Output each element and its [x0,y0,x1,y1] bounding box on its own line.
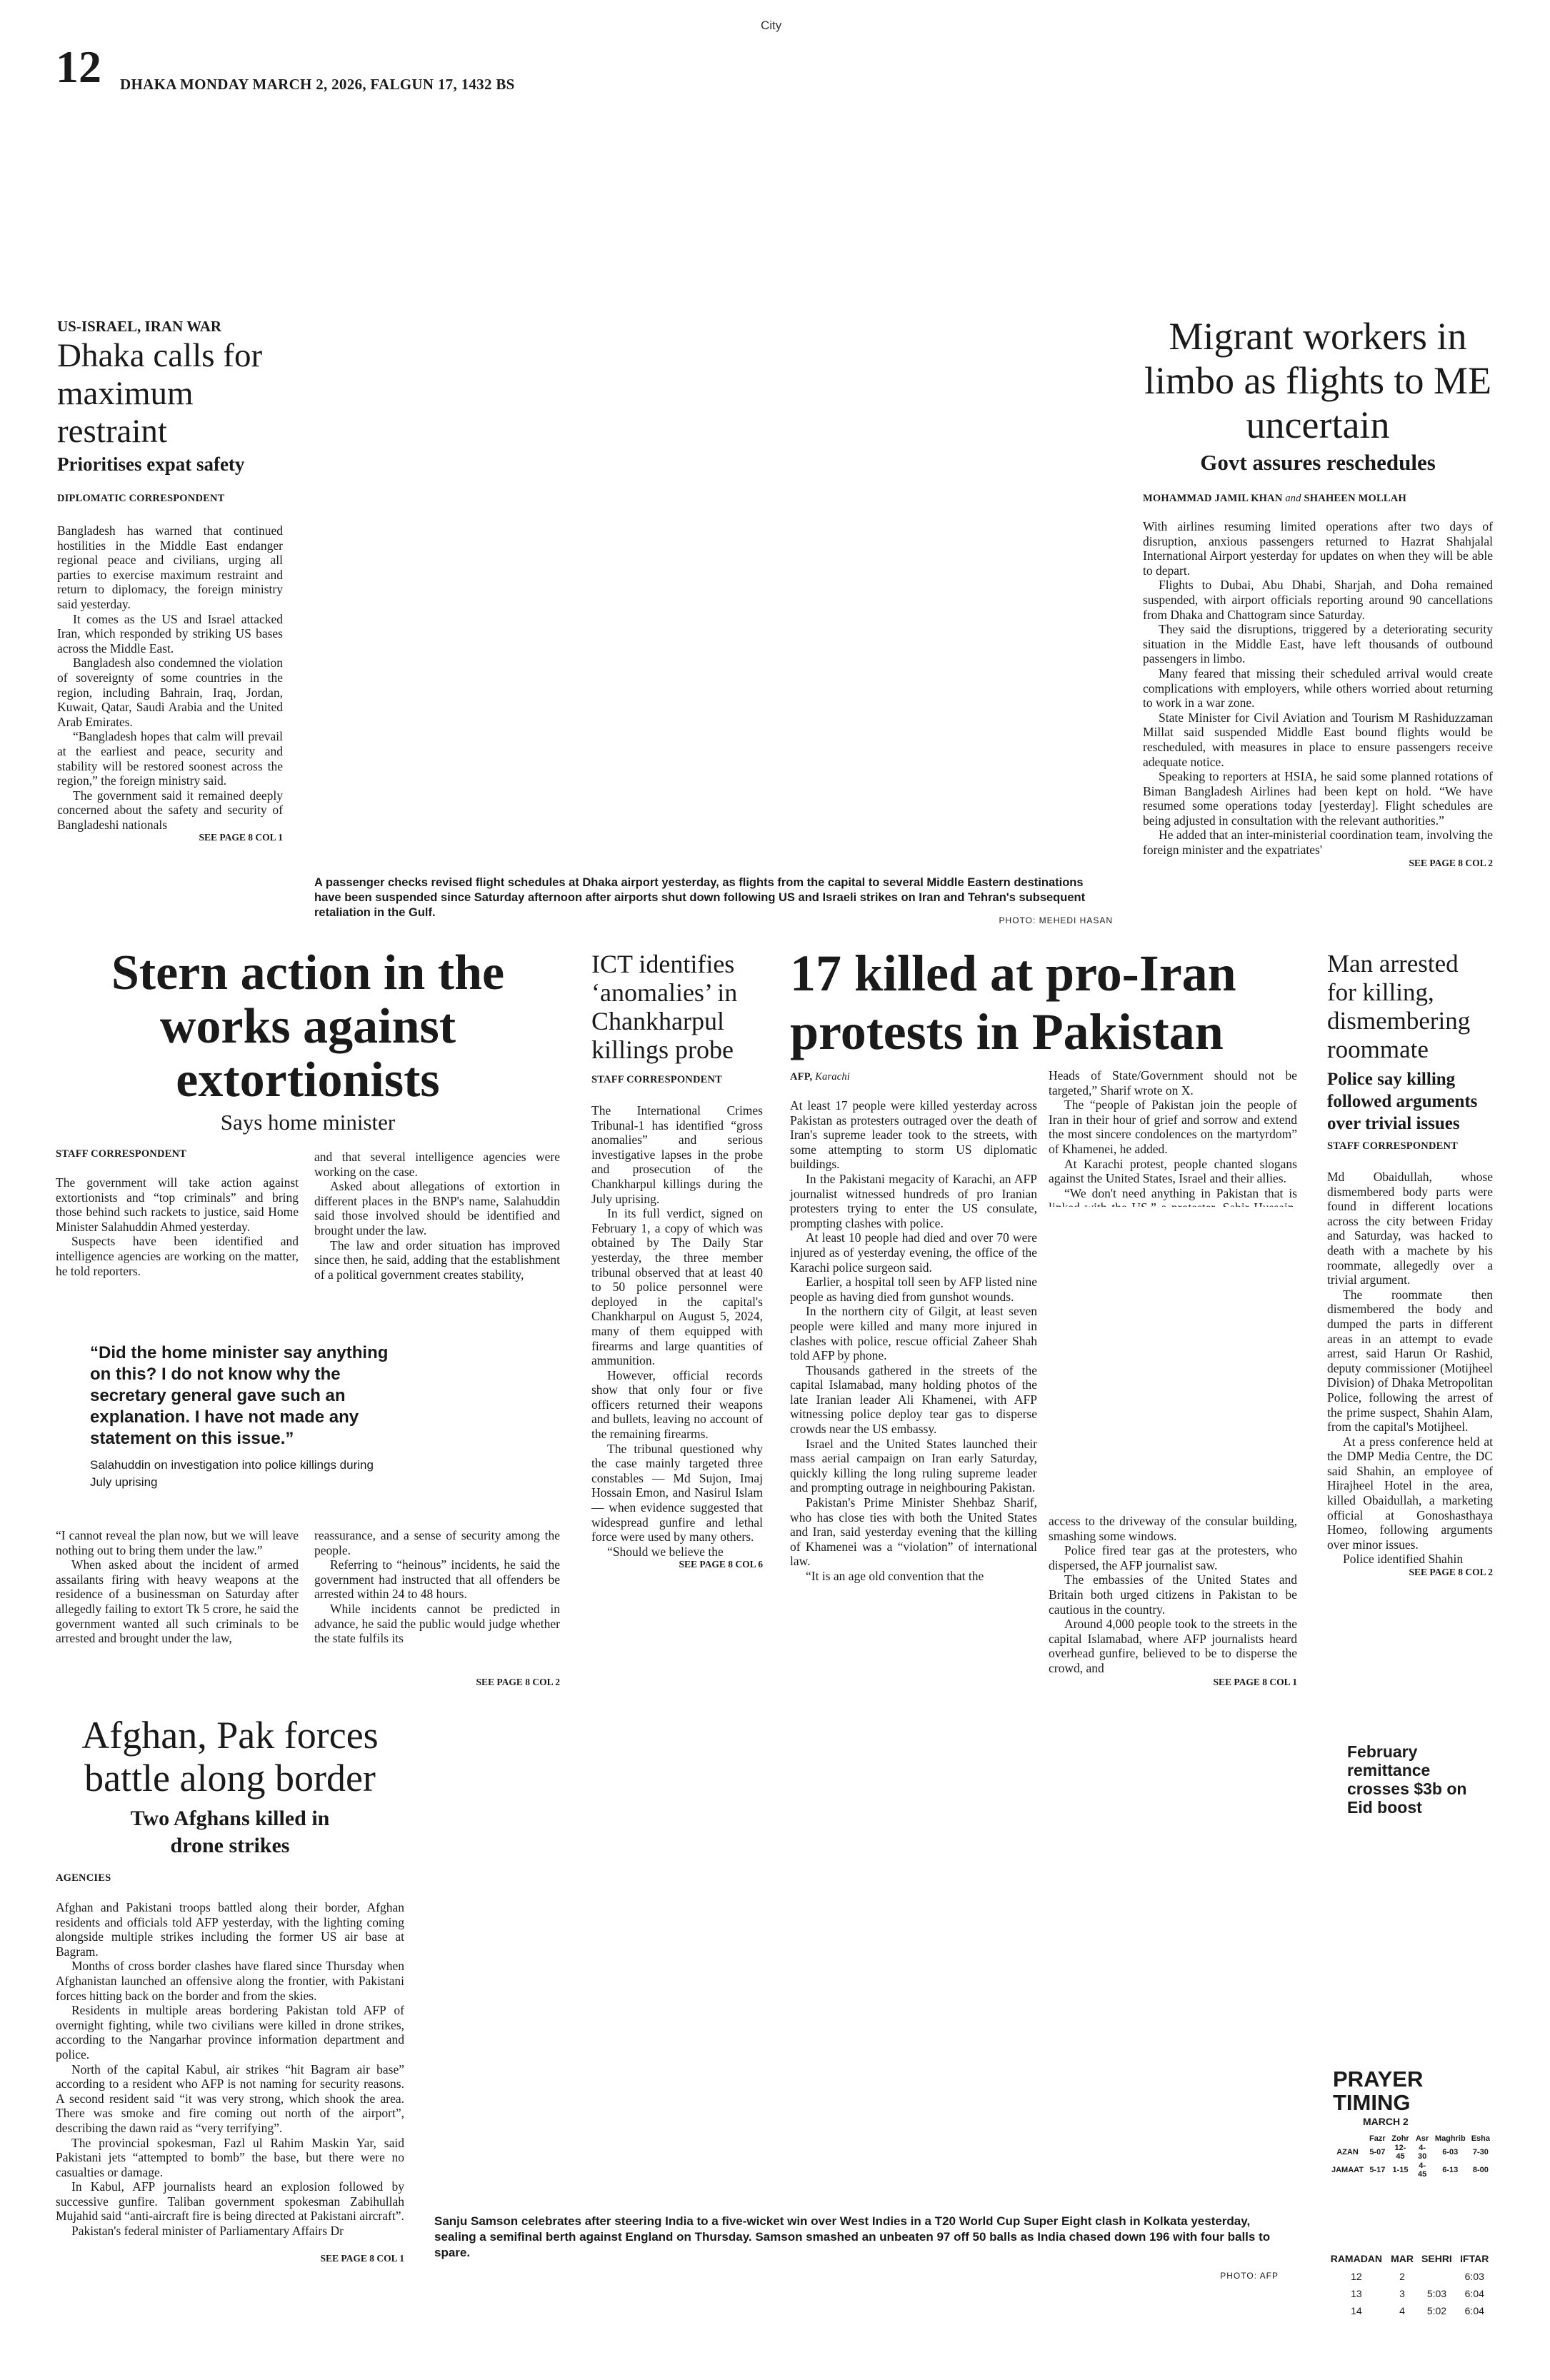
column-header: Fazr [1369,2134,1386,2143]
paragraph: The provincial spokesman, Fazl ul Rahim Maskin Yar, said Pakistani jets “attempted to bomb” the base, but there were no casualties or damage. [56,2135,404,2179]
paragraph: The embassies of the United States and Britain both urged citizens in Pakistan to be cautious in the country. [1049,1572,1297,1617]
see-page-link[interactable]: SEE PAGE 8 COL 2 [1409,1567,1493,1578]
byline: DIPLOMATIC CORRESPONDENT [57,493,225,504]
paragraph: Pakistan's federal minister of Parliamentary Affairs Dr [71,2224,344,2239]
paragraph: State Minister for Civil Aviation and Tourism M Rashiduzzaman Millat said suspended Middle East bound flights would be rescheduled, with measures in place to ensure passengers receive adequate notice. [1143,710,1493,769]
table-cell: 2 [1399,2271,1405,2282]
paragraph: Pakistan's Prime Minister Shehbaz Sharif, who has close ties with both the United States and Iran, said yesterday evening that the killing of Khamenei was a “violation” of international law. [790,1495,1037,1569]
table-cell: 5:03 [1426,2288,1447,2299]
prayer-title-line: PRAYER [1333,2067,1424,2092]
paragraph: “Bangladesh hopes that calm will prevail at the earliest and peace, security and stability will be restored soonest across the region,” the foreign ministry said. [57,729,283,788]
paragraph: In the Pakistani megacity of Karachi, an AFP journalist witnessed hundreds of pro Iranian protesters trying to enter the US consulate, prompting clashes with police. [790,1171,1037,1230]
paragraph: Suspects have been identified and intelligence agencies are working on the matter, he told reporters. [56,1234,299,1278]
paragraph: Police identified Shahin [1343,1552,1464,1567]
byline: STAFF CORRESPONDENT [56,1148,187,1160]
table-row [1326,2302,1493,2319]
paragraph: Police fired tear gas at the protesters, who dispersed, the AFP journalist saw. [1049,1543,1297,1572]
article-body [591,1103,763,1559]
paragraph: In Kabul, AFP journalists heard an explosion followed by successive gunfire. Taliban government spokesman Zabihullah Mujahid said “anti-aircraft fire is being directed at Pakistani aircraft”. [56,2179,404,2224]
article-body-col2-bottom [314,1528,560,1646]
column-header: MAR [1391,2253,1414,2264]
paragraph: Many feared that missing their scheduled arrival would create complications with employers, while others worried about returning to work in a war zone. [1143,666,1493,711]
table-cell: 6:04 [1464,2288,1484,2299]
table-cell: 6-13 [1442,2166,1459,2174]
see-page-link[interactable]: SEE PAGE 8 COL 1 [199,832,283,843]
table-row [1329,2161,1493,2179]
paragraph: At Karachi protest, people chanted slogans against the United States, Israel and their allies. [1049,1156,1297,1186]
paragraph: and that several intelligence agencies were working on the case. [314,1150,560,1179]
story-extortion [56,946,560,1135]
table-cell: 14 [1351,2305,1362,2316]
column-header: Esha [1471,2134,1490,2143]
subhead: Prioritises expat safety [57,453,245,475]
byline-author: SHAHEEN MOLLAH [1304,493,1406,504]
remittance-teaser[interactable]: February remittance crosses $3b on Eid boost [1347,1742,1467,1817]
paragraph: At a press conference held at the DMP Media Centre, the DC said Shahin, an employee of Hirajheel Hotel in the area, killed Obaidullah, a marketing official at Gonoshasthaya Homeo, following arguments over minor issues. [1327,1434,1493,1552]
table-cell: 7-30 [1472,2148,1489,2156]
paragraph: The roommate then dismembered the body and dumped the parts in different areas in an attempt to evade arrest, said Harun Or Rashid, deputy commissioner (Motijheel Division) of Dhaka Metropolitan Police, following the arrest of the prime suspect, Shahin Alam, from the capital's Motijheel. [1327,1287,1493,1435]
story-migrant-workers [1143,314,1493,869]
headline: Man arrested for killing, dismembering roommate [1327,950,1471,1063]
airport-photo [314,314,1113,871]
page-number: 12 [56,41,101,92]
prayer-table [1329,2134,1493,2179]
table-header-row [1329,2134,1493,2143]
byline-place: Karachi [815,1071,851,1083]
table-cell: 6:03 [1464,2271,1484,2282]
table-cell: 12-45 [1394,2144,1406,2161]
column-header: Zohr [1391,2134,1409,2143]
column-header: Asr [1415,2134,1429,2143]
pakistan-protest-photo [1049,1207,1297,1507]
table-cell: 8-00 [1472,2166,1489,2174]
table-cell: 13 [1351,2288,1362,2299]
table-header-row [1326,2249,1493,2268]
paragraph: In the northern city of Gilgit, at least seven people were killed and many more injured in clashes with police, rescue official Zaheer Shah told AFP by phone. [790,1304,1037,1363]
article-body-col1 [790,1098,1037,1584]
table-row [1329,2143,1493,2161]
column-header: IFTAR [1460,2253,1489,2264]
see-page-link[interactable]: SEE PAGE 8 COL 2 [476,1677,560,1687]
paragraph: Israel and the United States launched their mass aerial campaign on Iran early Saturday, quickly killing the long ruling supreme leader and prompting outrage in neighbouring Pakistan. [790,1436,1037,1495]
byline [790,1071,850,1083]
cricket-photo [434,1721,1299,2206]
paragraph: North of the capital Kabul, air strikes “hit Bagram air base” according to a resident who AFP is not naming for security reasons. A second resident said “it was very strong, which shook the area. There was smoke and fire coming out north of the airport”, describing the dawn raid as “very terrifying”. [56,2062,404,2135]
ramadan-table [1326,2249,1493,2319]
table-cell [1417,2268,1456,2285]
paragraph: However, official records show that only four or five officers returned their weapons and bullets, leaving no account of the remaining firearms. [591,1367,763,1442]
subhead: Two Afghans killed in drone strikes [130,1807,330,1857]
table-cell: 4-45 [1417,2161,1427,2179]
see-page-link[interactable]: SEE PAGE 8 COL 1 [320,2252,404,2264]
byline [1143,493,1493,505]
byline: STAFF CORRESPONDENT [1327,1140,1459,1152]
paragraph: “We don't need anything in Pakistan that is [1064,1185,1297,1200]
prayer-title-line: TIMING [1333,2090,1411,2115]
story-dhaka-restraint [57,318,286,843]
paragraph: At least 17 people were killed yesterday across Pakistan as protesters outraged over the death of Iran's supreme leader took to the streets, with some attempting to storm US diplomatic buildings. [790,1098,1037,1172]
table-cell: 3 [1399,2288,1405,2299]
table-cell: 5:02 [1426,2305,1447,2316]
paragraph: While incidents cannot be predicted in advance, he said the public would judge whether the state fulfils its [314,1601,560,1646]
table-cell: 4 [1399,2305,1405,2316]
story-pakistan [790,944,1297,1061]
table-cell: 1-15 [1392,2166,1409,2174]
prayer-timing-title [1333,2067,1493,2114]
article-body-col2-bottom [1049,1514,1297,1676]
paragraph: He added that an inter-ministerial coordination team, involving the foreign minister and the expatriates' [1143,828,1493,858]
headline: Dhaka calls for maximum restraint [57,337,263,450]
headline: 17 killed at pro-Iran protests in Pakistan [790,945,1236,1060]
paragraph: Afghan and Pakistani troops battled along their border, Afghan residents and officials told AFP yesterday, with the lighting coming alongside multiple strikes including the former US air base at Bagram. [56,1900,404,1959]
row-label: AZAN [1336,2148,1359,2156]
subhead: Police say killing followed arguments over trivial issues [1327,1070,1478,1133]
paragraph: Bangladesh has warned that continued hostilities in the Middle East endanger regional peace and civilians, urging all parties to exercise maximum restraint and return to diplomacy, the foreign ministry said yesterday. [57,523,283,611]
byline: STAFF CORRESPONDENT [591,1074,723,1085]
paragraph: access to the driveway of the consular building, smashing some windows. [1049,1514,1297,1543]
column-header: RAMADAN [1330,2253,1383,2264]
see-page-link[interactable]: SEE PAGE 8 COL 2 [1409,857,1493,868]
cricket-photo-caption: Sanju Samson celebrates after steering India to a five-wicket win over West Indies in a T20 World Cup Super Eight clash in Kolkata yesterday, sealing a semifinal berth against England on Thursday. Samson smashed an unbeaten 97 off 50 balls as India chased down 196 with four balls to spare. [434,2214,1271,2259]
byline-and: and [1285,493,1301,504]
table-row [1326,2268,1493,2285]
paragraph: The “people of Pakistan join the people of Iran in their hour of grief and sorrow and extend the most sincere condolences on the martyrdom” of Khamenei, he added. [1049,1098,1297,1156]
prayer-date: MARCH 2 [1363,2116,1409,2127]
airport-photo-credit: PHOTO: MEHEDI HASAN [999,915,1113,925]
paragraph: The government said it remained deeply concerned about the safety and security of Bangladeshi nationals [57,788,283,832]
table-row [1326,2285,1493,2302]
table-cell: 5-07 [1369,2148,1386,2156]
paragraph: When asked about the incident of armed assailants firing with heavy weapons at the residence of a businessman on Saturday after allegedly failing to extort Tk 5 crore, he said the government wanted all such criminals to be arrested and brought under the law, [56,1557,299,1646]
subhead: Govt assures reschedules [1200,450,1436,475]
paragraph: Months of cross border clashes have flared since Thursday when Afghanistan launched an offensive along the frontier, with Pakistani forces hitting back on the border and from the skies. [56,1959,404,2003]
article-body-col2 [314,1150,560,1282]
paragraph: Around 4,000 people took to the streets in the capital Islamabad, where AFP journalists heard overhead gunfire, believed to be to disperse the crowd, and [1049,1617,1297,1675]
airport-photo-caption: A passenger checks revised flight schedules at Dhaka airport yesterday, as flights from the capital to several Middle Eastern destinations have been suspended since Saturday afternoon after airports shut down following US and Israeli strikes on Iran and Tehran's subsequent retaliation in the Gulf. [314,876,1086,919]
paragraph: Residents in multiple areas bordering Pakistan told AFP of overnight fighting, while two civilians were killed in drone strikes, according to the Nangarhar province information department and police. [56,2003,404,2062]
column-header: Maghrib [1434,2134,1466,2143]
paragraph: “It is an age old convention that the [806,1569,984,1583]
paragraph: Md Obaidullah, whose dismembered body parts were found in different locations across the city between Friday and Saturday, was hacked to death with a machete by his roommate, allegedly over a trivial argument. [1327,1170,1493,1287]
paragraph: At least 10 people had died and over 70 were injured as of yesterday evening, the office of the Karachi police surgeon said. [790,1230,1037,1275]
table-cell: 12 [1351,2271,1362,2282]
headline: ICT identifies ‘anomalies’ in Chankharpul killings probe [591,950,738,1064]
table-cell: 6-03 [1442,2148,1459,2156]
paragraph: They said the disruptions, triggered by a deteriorating security situation in the Middle East, have left thousands of outbound passengers in limbo. [1143,622,1493,666]
article-body [1143,519,1493,858]
byline-author: MOHAMMAD JAMIL KHAN [1143,493,1283,504]
table-cell: 4-30 [1417,2144,1427,2161]
paragraph: Referring to “heinous” incidents, he said the government had instructed that all offenders be arrested within 24 to 48 hours. [314,1557,560,1602]
paragraph: The International Crimes Tribunal-1 has identified “gross anomalies” and serious investigative lapses in the probe and prosecution of the Chankharpul killings during the July uprising. [591,1103,763,1206]
paragraph: reassurance, and a sense of security among the people. [314,1528,560,1557]
paragraph: In its full verdict, signed on February 1, a copy of which was obtained by The Daily Star yesterday, the three member tribunal observed that at least 40 to 50 police personnel were deployed in the capital's Chankharpul on August 5, 2024, many of them equipped with firearms and large quantities of ammunition. [591,1206,763,1368]
article-body-col1-bottom [56,1528,299,1646]
paragraph: Earlier, a hospital toll seen by AFP listed nine people as having died from gunshot wounds. [790,1275,1037,1304]
headline: Stern action in the works against extortionists [111,945,505,1108]
story-ict [591,950,763,1570]
pull-quote: “Did the home minister say anything on this? I do not know why the secretary general gave such an explanation. I have not made any statement on this issue.” [90,1343,389,1448]
table-cell: 6:04 [1464,2305,1484,2316]
paragraph: Flights to Dubai, Abu Dhabi, Sharjah, and Doha remained suspended, with airport officials reporting around 90 cancellations from Dhaka and Chattogram since Saturday. [1143,578,1493,622]
see-page-link[interactable]: SEE PAGE 8 COL 6 [679,1559,763,1570]
story-afghan [56,1714,404,2264]
paragraph: The tribunal questioned why the case mainly targeted three constables — Md Sujon, Imaj Hossain Emon, and Nasirul Islam — when evidence suggested that widespread gunfire and lethal force were used by many others. [591,1441,763,1545]
paragraph: Speaking to reporters at HSIA, he said some planned rotations of Biman Bangladesh Airlines had been kept on hold. “We have resumed some operations today [yesterday]. Flight schedules are being adjusted in consultation with the relevant authorities.” [1143,769,1493,828]
cricket-photo-credit: PHOTO: AFP [1220,2271,1279,2281]
pull-quote-attribution: Salahuddin on investigation into police killings during July uprising [90,1458,374,1489]
see-page-link[interactable]: SEE PAGE 8 COL 1 [1213,1677,1297,1687]
kicker: US-ISRAEL, IRAN WAR [57,318,222,335]
table-cell: 5-17 [1369,2166,1386,2174]
paragraph: It comes as the US and Israel attacked Iran, which responded by striking US bases across the Middle East. [57,611,283,656]
row-label: JAMAAT [1331,2166,1364,2174]
paragraph: Thousands gathered in the streets of the capital Islamabad, many holding photos of the late Iranian leader Ali Khamenei, with AFP witnessing police deploy tear gas to disperse crowds near the US embassy. [790,1362,1037,1437]
headline: Afghan, Pak forces battle along border [81,1714,379,1799]
article-body [57,523,283,832]
paragraph: Heads of State/Government should not be targeted,” Sharif wrote on X. [1049,1068,1297,1098]
section-label: City [761,19,782,32]
prayer-timing-box [1329,2067,1493,2179]
paragraph: With airlines resuming limited operations after two days of disruption, anxious passengers returned to Hazrat Shahjalal International Airport yesterday for updates on when they will be able to depart. [1143,519,1493,578]
paragraph: The government will take action against extortionists and “top criminals” and bring those behind such rackets to justice, said Home Minister Salahuddin Ahmed yesterday. [56,1175,299,1234]
column-header: SEHRI [1421,2253,1452,2264]
subhead: Says home minister [220,1110,396,1135]
paragraph: Bangladesh also condemned the violation of sovereignty of some countries in the region, including Bahrain, Iraq, Jordan, Kuwait, Qatar, Saudi Arabia and the United Arab Emirates. [57,656,283,729]
byline: AGENCIES [56,1872,111,1884]
paragraph: Asked about allegations of extortion in different places in the BNP's name, Salahuddin said those involved should be identified and brought under the law. [314,1179,560,1237]
article-body [56,1900,404,2239]
paragraph: “Should we believe the [607,1544,724,1559]
paragraph: The law and order situation has improved since then, he said, adding that the establishment of a political government creates stability, [314,1237,560,1282]
story-arrest [1327,950,1493,1578]
article-body-col1 [56,1175,299,1278]
article-body [1327,1170,1493,1567]
byline-agency: AFP, [790,1071,813,1083]
paragraph: “I cannot reveal the plan now, but we will leave nothing out to bring them under the law.” [56,1528,299,1557]
headline: Migrant workers in limbo as flights to ME uncertain [1144,315,1491,446]
dateline: DHAKA MONDAY MARCH 2, 2026, FALGUN 17, 1432 BS [120,76,515,93]
